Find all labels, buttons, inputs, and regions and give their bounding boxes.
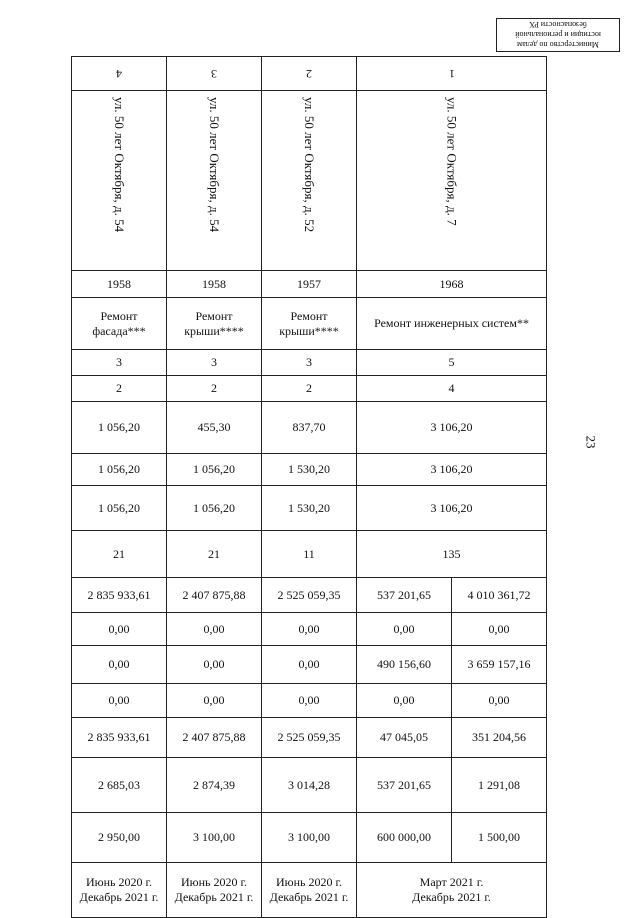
table-cell: 2 874,39 — [167, 758, 262, 813]
house-address: ул. 50 лет Октября, д. 54 — [72, 91, 167, 271]
table-cell: 2 835 933,61 — [72, 578, 167, 613]
table-row — [72, 718, 547, 758]
table-cell: 3 — [262, 350, 357, 376]
table-cell: 0,00 — [72, 646, 167, 684]
table-cell: 3 106,20 — [357, 454, 547, 486]
table-row — [72, 684, 547, 718]
table-cell: 490 156,60 — [357, 646, 452, 684]
table-cell: 4 — [357, 376, 547, 402]
table-cell: 11 — [262, 531, 357, 578]
table-cell: 2 407 875,88 — [167, 578, 262, 613]
table-cell: 600 000,00 — [357, 813, 452, 863]
work-type: Ремонт фасада*** — [72, 298, 167, 350]
table-row — [72, 298, 547, 350]
table-cell: 1 056,20 — [167, 454, 262, 486]
table-cell: 47 045,05 — [357, 718, 452, 758]
table-cell: 537 201,65 — [357, 578, 452, 613]
table-cell: 1 056,20 — [72, 486, 167, 531]
table-cell: 0,00 — [262, 684, 357, 718]
table-cell: 2 — [72, 376, 167, 402]
table-cell: 2 835 933,61 — [72, 718, 167, 758]
table-cell: 837,70 — [262, 402, 357, 454]
table-cell: 5 — [357, 350, 547, 376]
work-type: Ремонт инженерных систем** — [357, 298, 547, 350]
table-cell: 0,00 — [262, 613, 357, 646]
table-cell: 4 010 361,72 — [452, 578, 547, 613]
table-row — [72, 531, 547, 578]
column-number: 1 — [357, 57, 547, 91]
table-cell: 21 — [72, 531, 167, 578]
table-cell: 2 685,03 — [72, 758, 167, 813]
house-address: ул. 50 лет Октября, д. 54 — [167, 91, 262, 271]
table-cell: 0,00 — [452, 613, 547, 646]
table-cell: 1 530,20 — [262, 486, 357, 531]
table-cell: 3 106,20 — [357, 486, 547, 531]
table-cell: 1 056,20 — [72, 402, 167, 454]
table-row — [72, 454, 547, 486]
table-cell: 2 525 059,35 — [262, 578, 357, 613]
build-year: 1968 — [357, 271, 547, 298]
build-year: 1958 — [167, 271, 262, 298]
stamp-line: юстиции и региональной — [515, 30, 601, 39]
table-cell: 3 — [72, 350, 167, 376]
column-number: 2 — [262, 57, 357, 91]
build-year: 1957 — [262, 271, 357, 298]
stamp-line: Министерство по делам — [517, 40, 599, 49]
repair-program-table — [71, 56, 547, 918]
table-row — [72, 376, 547, 402]
page-number: 23 — [583, 435, 599, 449]
registration-stamp — [496, 18, 620, 52]
table-cell: 2 525 059,35 — [262, 718, 357, 758]
table-cell: 0,00 — [452, 684, 547, 718]
table-cell: 2 — [262, 376, 357, 402]
table-cell: 0,00 — [72, 684, 167, 718]
table-cell: 21 — [167, 531, 262, 578]
table-cell: 3 659 157,16 — [452, 646, 547, 684]
table-cell: 0,00 — [167, 646, 262, 684]
work-period: Июнь 2020 г. Декабрь 2021 г. — [72, 863, 167, 918]
table-row — [72, 578, 547, 613]
table-cell: 351 204,56 — [452, 718, 547, 758]
build-year: 1958 — [72, 271, 167, 298]
stamp-line: безопасности РХ — [529, 20, 587, 29]
table-cell: 537 201,65 — [357, 758, 452, 813]
table-cell: 3 100,00 — [262, 813, 357, 863]
table-cell: 1 056,20 — [167, 486, 262, 531]
table-cell: 2 — [167, 376, 262, 402]
table-row — [72, 863, 547, 918]
work-period: Июнь 2020 г. Декабрь 2021 г. — [167, 863, 262, 918]
table-cell: 2 407 875,88 — [167, 718, 262, 758]
table-row — [72, 813, 547, 863]
table-cell: 3 106,20 — [357, 402, 547, 454]
table-row — [72, 646, 547, 684]
table-cell: 3 014,28 — [262, 758, 357, 813]
table-cell: 455,30 — [167, 402, 262, 454]
table-row — [72, 486, 547, 531]
work-type: Ремонт крыши**** — [167, 298, 262, 350]
table-cell: 135 — [357, 531, 547, 578]
column-number: 3 — [167, 57, 262, 91]
table-cell: 0,00 — [357, 613, 452, 646]
table-row — [72, 613, 547, 646]
column-number: 4 — [72, 57, 167, 91]
table-cell: 0,00 — [357, 684, 452, 718]
table-cell: 3 100,00 — [167, 813, 262, 863]
work-type: Ремонт крыши**** — [262, 298, 357, 350]
table-row — [72, 402, 547, 454]
table-cell: 3 — [167, 350, 262, 376]
table-row — [72, 758, 547, 813]
table-row — [72, 91, 547, 271]
table-row — [72, 57, 547, 91]
table-row — [72, 350, 547, 376]
table-cell: 0,00 — [262, 646, 357, 684]
table-row — [72, 271, 547, 298]
table-cell: 1 500,00 — [452, 813, 547, 863]
table-cell: 0,00 — [72, 613, 167, 646]
house-address: ул. 50 лет Октября, д. 7 — [357, 91, 547, 271]
work-period: Июнь 2020 г. Декабрь 2021 г. — [262, 863, 357, 918]
table-cell: 1 056,20 — [72, 454, 167, 486]
table-cell: 1 291,08 — [452, 758, 547, 813]
table-cell: 0,00 — [167, 613, 262, 646]
house-address: ул. 50 лет Октября, д. 52 — [262, 91, 357, 271]
work-period: Март 2021 г. Декабрь 2021 г. — [357, 863, 547, 918]
table-cell: 0,00 — [167, 684, 262, 718]
table-cell: 1 530,20 — [262, 454, 357, 486]
table-cell: 2 950,00 — [72, 813, 167, 863]
